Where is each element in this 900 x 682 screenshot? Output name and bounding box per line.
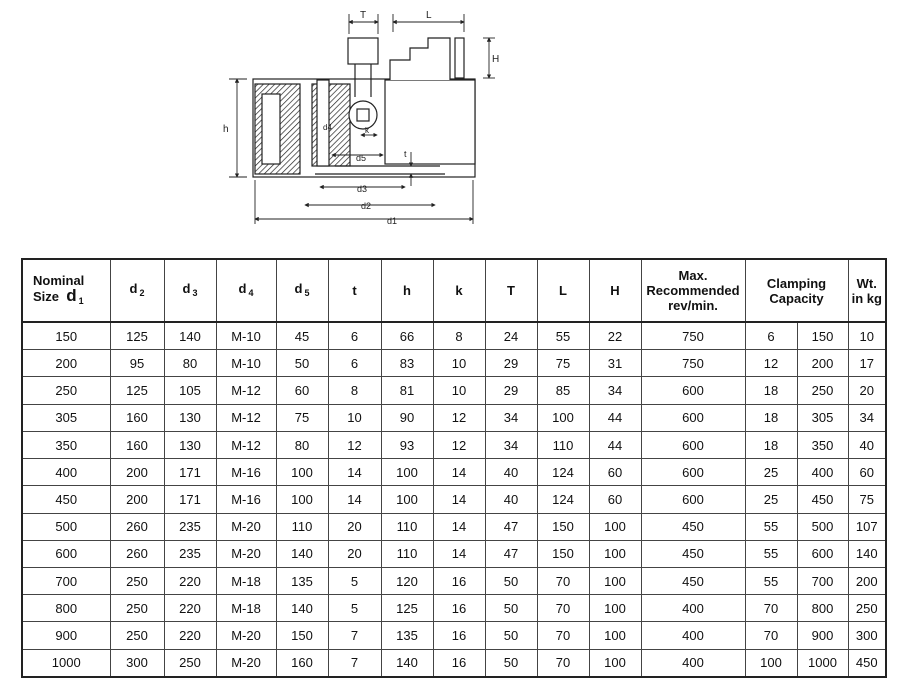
cell-d2: 260: [110, 540, 164, 567]
cell-d3: 171: [164, 459, 216, 486]
cell-d4: M-20: [216, 513, 276, 540]
cell-max-rev: 600: [641, 459, 745, 486]
cell-t: 10: [328, 404, 381, 431]
cell-d4: M-12: [216, 404, 276, 431]
cell-k: 10: [433, 377, 485, 404]
cell-k: 14: [433, 486, 485, 513]
table-row: [22, 513, 886, 540]
cell-t: 20: [328, 513, 381, 540]
cell-d2: 125: [110, 322, 164, 350]
table-row: [22, 322, 886, 350]
cell-d3: 235: [164, 513, 216, 540]
dim-label-h: h: [223, 124, 229, 135]
cell-L: 55: [537, 322, 589, 350]
cell-clamp-max: 250: [797, 377, 848, 404]
cell-clamp-min: 55: [745, 567, 797, 594]
cell-max-rev: 400: [641, 649, 745, 677]
table-row: [22, 622, 886, 649]
cell-H: 100: [589, 513, 641, 540]
cell-d5: 45: [276, 322, 328, 350]
header-clamping-capacity: Clamping Capacity: [745, 259, 848, 322]
cell-d3: 250: [164, 649, 216, 677]
cell-weight: 10: [848, 322, 886, 350]
cell-d2: 95: [110, 350, 164, 377]
cell-clamp-max: 150: [797, 322, 848, 350]
cell-H: 60: [589, 459, 641, 486]
cell-d4: M-12: [216, 377, 276, 404]
cell-d4: M-10: [216, 350, 276, 377]
cell-d4: M-18: [216, 567, 276, 594]
cell-d4: M-20: [216, 622, 276, 649]
cell-H: 22: [589, 322, 641, 350]
cell-d3: 220: [164, 595, 216, 622]
cell-nominal-size: 250: [22, 377, 110, 404]
cell-max-rev: 400: [641, 622, 745, 649]
cell-H: 100: [589, 595, 641, 622]
cell-weight: 17: [848, 350, 886, 377]
dim-label-d1: d1: [387, 216, 398, 226]
cell-nominal-size: 1000: [22, 649, 110, 677]
header-H: H: [589, 259, 641, 322]
cell-k: 12: [433, 404, 485, 431]
cell-clamp-min: 25: [745, 486, 797, 513]
cell-h: 110: [381, 513, 433, 540]
cell-d2: 160: [110, 431, 164, 458]
cell-clamp-min: 70: [745, 595, 797, 622]
table-row: [22, 431, 886, 458]
dim-label-t: t: [404, 149, 407, 159]
cell-nominal-size: 305: [22, 404, 110, 431]
table-row: [22, 540, 886, 567]
header-d4: d $_4$: [216, 259, 276, 322]
cell-nominal-size: 500: [22, 513, 110, 540]
header-t: t: [328, 259, 381, 322]
cell-clamp-min: 100: [745, 649, 797, 677]
header-h: h: [381, 259, 433, 322]
cell-d2: 125: [110, 377, 164, 404]
header-nominal-size: Nominal Size d $_1$: [22, 259, 110, 322]
cell-clamp-min: 18: [745, 431, 797, 458]
cell-weight: 107: [848, 513, 886, 540]
cell-d2: 250: [110, 595, 164, 622]
header-L: L: [537, 259, 589, 322]
cell-k: 14: [433, 540, 485, 567]
cell-d4: M-18: [216, 595, 276, 622]
cell-max-rev: 600: [641, 431, 745, 458]
cell-h: 120: [381, 567, 433, 594]
cell-d5: 80: [276, 431, 328, 458]
cell-nominal-size: 450: [22, 486, 110, 513]
cell-T: 50: [485, 649, 537, 677]
cell-H: 100: [589, 567, 641, 594]
cell-L: 124: [537, 486, 589, 513]
dim-label-H: H: [492, 54, 500, 65]
table-row: [22, 459, 886, 486]
cell-clamp-max: 305: [797, 404, 848, 431]
header-d2: d $_2$: [110, 259, 164, 322]
cell-d3: 171: [164, 486, 216, 513]
cell-L: 124: [537, 459, 589, 486]
cell-T: 34: [485, 404, 537, 431]
cell-k: 16: [433, 622, 485, 649]
cell-H: 31: [589, 350, 641, 377]
cell-nominal-size: 400: [22, 459, 110, 486]
cell-clamp-min: 18: [745, 377, 797, 404]
cell-H: 34: [589, 377, 641, 404]
jaw-block: [385, 80, 475, 164]
cell-L: 150: [537, 513, 589, 540]
cell-nominal-size: 800: [22, 595, 110, 622]
cell-nominal-size: 600: [22, 540, 110, 567]
header-d3: d $_3$: [164, 259, 216, 322]
cell-h: 100: [381, 459, 433, 486]
cell-d4: M-16: [216, 486, 276, 513]
cell-nominal-size: 700: [22, 567, 110, 594]
cell-t: 6: [328, 322, 381, 350]
cell-nominal-size: 350: [22, 431, 110, 458]
cell-weight: 40: [848, 431, 886, 458]
cell-d2: 160: [110, 404, 164, 431]
cell-k: 12: [433, 431, 485, 458]
cell-d4: M-10: [216, 322, 276, 350]
cell-max-rev: 450: [641, 540, 745, 567]
table-row: [22, 649, 886, 677]
cell-d5: 100: [276, 486, 328, 513]
cell-H: 60: [589, 486, 641, 513]
dim-label-d3: d3: [357, 184, 368, 194]
cell-T: 29: [485, 377, 537, 404]
cell-clamp-min: 12: [745, 350, 797, 377]
cell-d3: 140: [164, 322, 216, 350]
chuck-technical-drawing: [215, 2, 505, 226]
cell-weight: 75: [848, 486, 886, 513]
table-row: [22, 404, 886, 431]
cell-L: 75: [537, 350, 589, 377]
cell-clamp-max: 600: [797, 540, 848, 567]
cell-T: 40: [485, 486, 537, 513]
cell-h: 100: [381, 486, 433, 513]
cell-clamp-min: 55: [745, 513, 797, 540]
cell-d3: 220: [164, 567, 216, 594]
cell-d2: 250: [110, 622, 164, 649]
table-header-row: [22, 259, 886, 322]
header-T: T: [485, 259, 537, 322]
cell-d2: 250: [110, 567, 164, 594]
cell-d4: M-16: [216, 459, 276, 486]
cell-max-rev: 600: [641, 377, 745, 404]
cell-k: 14: [433, 459, 485, 486]
header-k: k: [433, 259, 485, 322]
cell-t: 7: [328, 649, 381, 677]
cell-k: 16: [433, 567, 485, 594]
cell-d5: 135: [276, 567, 328, 594]
cell-max-rev: 750: [641, 350, 745, 377]
cell-L: 150: [537, 540, 589, 567]
cell-T: 34: [485, 431, 537, 458]
cell-d2: 300: [110, 649, 164, 677]
dim-label-k: k: [365, 126, 369, 135]
dim-label-d4: d4: [323, 123, 332, 132]
cell-L: 100: [537, 404, 589, 431]
cell-t: 8: [328, 377, 381, 404]
header-d5: d $_5$: [276, 259, 328, 322]
cell-L: 70: [537, 595, 589, 622]
cell-d3: 80: [164, 350, 216, 377]
cell-clamp-min: 70: [745, 622, 797, 649]
cell-max-rev: 750: [641, 322, 745, 350]
cell-T: 47: [485, 540, 537, 567]
cell-weight: 200: [848, 567, 886, 594]
cell-t: 7: [328, 622, 381, 649]
header-max-rev: Max. Recommended rev/min.: [641, 259, 745, 322]
cell-d3: 130: [164, 431, 216, 458]
cell-h: 110: [381, 540, 433, 567]
cell-h: 93: [381, 431, 433, 458]
cell-nominal-size: 900: [22, 622, 110, 649]
cell-h: 135: [381, 622, 433, 649]
cell-T: 50: [485, 567, 537, 594]
cell-clamp-max: 800: [797, 595, 848, 622]
cell-d5: 100: [276, 459, 328, 486]
table-row: [22, 377, 886, 404]
cell-max-rev: 450: [641, 513, 745, 540]
cell-clamp-max: 450: [797, 486, 848, 513]
cell-clamp-max: 350: [797, 431, 848, 458]
cell-weight: 300: [848, 622, 886, 649]
cell-T: 50: [485, 595, 537, 622]
cell-t: 14: [328, 459, 381, 486]
cell-d5: 60: [276, 377, 328, 404]
cell-max-rev: 450: [641, 567, 745, 594]
cell-h: 90: [381, 404, 433, 431]
cell-L: 70: [537, 649, 589, 677]
cell-H: 44: [589, 404, 641, 431]
cell-clamp-min: 18: [745, 404, 797, 431]
cell-k: 14: [433, 513, 485, 540]
cell-h: 125: [381, 595, 433, 622]
dim-label-d2: d2: [361, 201, 372, 211]
jaw-steps: [390, 38, 450, 80]
cell-d5: 50: [276, 350, 328, 377]
pinion-head: [348, 38, 378, 64]
header-weight: Wt. in kg: [848, 259, 886, 322]
cell-h: 81: [381, 377, 433, 404]
cell-d2: 200: [110, 486, 164, 513]
cell-nominal-size: 200: [22, 350, 110, 377]
cell-T: 24: [485, 322, 537, 350]
cell-weight: 250: [848, 595, 886, 622]
table-row: [22, 567, 886, 594]
cell-weight: 450: [848, 649, 886, 677]
cell-d4: M-20: [216, 649, 276, 677]
cell-k: 16: [433, 649, 485, 677]
cell-d3: 130: [164, 404, 216, 431]
cell-h: 83: [381, 350, 433, 377]
cell-d5: 140: [276, 595, 328, 622]
cell-k: 16: [433, 595, 485, 622]
cell-max-rev: 600: [641, 404, 745, 431]
cell-d4: M-12: [216, 431, 276, 458]
cell-weight: 34: [848, 404, 886, 431]
cell-L: 85: [537, 377, 589, 404]
cell-h: 66: [381, 322, 433, 350]
cell-H: 100: [589, 622, 641, 649]
cell-d5: 140: [276, 540, 328, 567]
table-row: [22, 350, 886, 377]
cell-d5: 160: [276, 649, 328, 677]
cell-k: 8: [433, 322, 485, 350]
cell-d3: 235: [164, 540, 216, 567]
cell-H: 44: [589, 431, 641, 458]
cell-clamp-max: 900: [797, 622, 848, 649]
cell-T: 47: [485, 513, 537, 540]
cell-weight: 60: [848, 459, 886, 486]
chuck-specification-table: [21, 258, 887, 678]
cell-H: 100: [589, 540, 641, 567]
cell-d5: 110: [276, 513, 328, 540]
cell-t: 14: [328, 486, 381, 513]
body-insert: [262, 94, 280, 164]
cell-clamp-min: 6: [745, 322, 797, 350]
cell-clamp-max: 700: [797, 567, 848, 594]
cell-T: 40: [485, 459, 537, 486]
cell-d5: 150: [276, 622, 328, 649]
cell-T: 50: [485, 622, 537, 649]
cell-T: 29: [485, 350, 537, 377]
cell-t: 6: [328, 350, 381, 377]
cell-h: 140: [381, 649, 433, 677]
cell-weight: 140: [848, 540, 886, 567]
cell-clamp-max: 500: [797, 513, 848, 540]
table-row: [22, 486, 886, 513]
cell-t: 20: [328, 540, 381, 567]
cell-d3: 220: [164, 622, 216, 649]
cell-nominal-size: 150: [22, 322, 110, 350]
table-row: [22, 595, 886, 622]
cell-max-rev: 400: [641, 595, 745, 622]
dim-label-d5: d5: [356, 153, 367, 163]
cell-t: 12: [328, 431, 381, 458]
cell-d5: 75: [276, 404, 328, 431]
cell-d4: M-20: [216, 540, 276, 567]
cell-L: 110: [537, 431, 589, 458]
cell-clamp-max: 200: [797, 350, 848, 377]
dim-label-L: L: [426, 10, 432, 21]
cell-d2: 260: [110, 513, 164, 540]
cell-weight: 20: [848, 377, 886, 404]
cell-d2: 200: [110, 459, 164, 486]
table-body: [22, 322, 886, 677]
cell-H: 100: [589, 649, 641, 677]
cell-t: 5: [328, 567, 381, 594]
cell-t: 5: [328, 595, 381, 622]
cell-max-rev: 600: [641, 486, 745, 513]
cell-clamp-max: 1000: [797, 649, 848, 677]
dim-label-T: T: [360, 10, 367, 21]
cell-clamp-max: 400: [797, 459, 848, 486]
cell-clamp-min: 55: [745, 540, 797, 567]
cell-L: 70: [537, 622, 589, 649]
cell-k: 10: [433, 350, 485, 377]
cell-clamp-min: 25: [745, 459, 797, 486]
cell-L: 70: [537, 567, 589, 594]
cell-d3: 105: [164, 377, 216, 404]
